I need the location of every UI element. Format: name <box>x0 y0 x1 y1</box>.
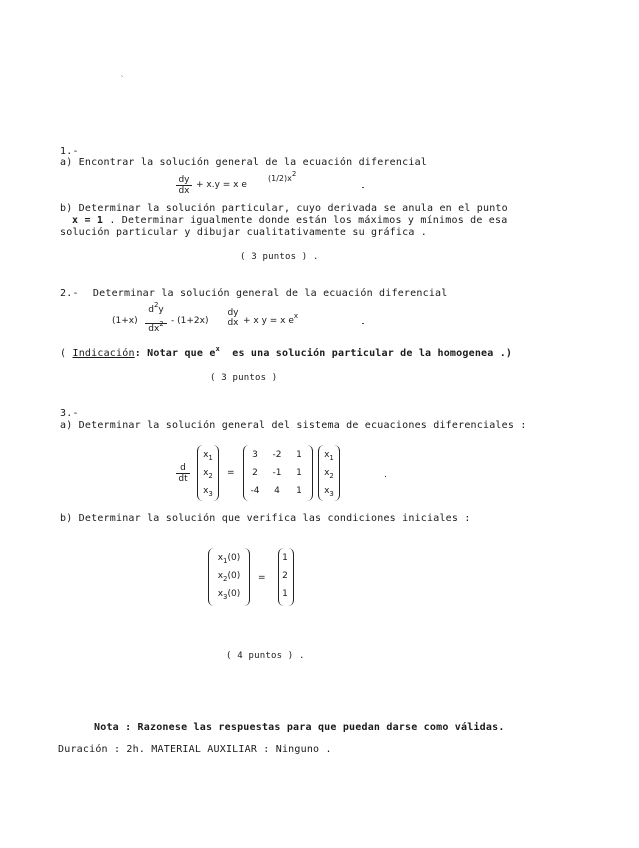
footer-note: Nota : Razonese las respuestas para que puedan darse como válidas. <box>94 722 505 733</box>
trailing-dot: . <box>384 470 387 480</box>
problem-1a-text: a) Encontrar la solución general de la ecuación diferencial <box>60 157 428 168</box>
var: x <box>324 486 330 496</box>
hint-open-paren: ( <box>60 348 67 359</box>
exponent: x <box>293 312 299 320</box>
problem-1b-line1: b) Determinar la solución particular, cuyo derivada se anula en el punto <box>60 203 508 214</box>
stray-mark: ` <box>120 75 126 84</box>
var: x <box>217 553 224 563</box>
problem-1-number: 1.- <box>60 146 79 157</box>
subscript: 1 <box>223 557 228 565</box>
problem-3-points: ( 4 puntos ) . <box>226 651 305 661</box>
point-value: x = 1 <box>72 215 104 226</box>
fraction-numerator: dy <box>227 308 239 318</box>
subscript: 1 <box>329 454 334 462</box>
matrix-cell: 4 <box>274 486 280 496</box>
fraction-denominator <box>145 320 167 334</box>
problem-2-number: 2.- <box>60 288 79 299</box>
problem-2-statement: Determinar la solución general de la ecuación diferencial <box>92 288 448 299</box>
problem-1-points: ( 3 puntos ) . <box>240 252 319 262</box>
fraction-denominator: dx <box>227 318 239 328</box>
var: x <box>203 486 209 496</box>
eq-right-side <box>243 312 299 327</box>
matrix-cell: 3 <box>252 450 258 460</box>
subscript: 3 <box>329 490 334 498</box>
problem-2-hint <box>60 345 513 360</box>
exponent-text: (1/2)x <box>268 174 292 183</box>
subscript: 1 <box>208 454 213 462</box>
matrix-cell: 1 <box>296 486 302 496</box>
matrix-cell: -1 <box>272 468 282 478</box>
problem-3b-text: b) Determinar la solución que verifica las condiciones iniciales : <box>60 513 471 524</box>
trailing-dot <box>362 187 364 188</box>
matrix-cell: 2 <box>252 468 258 478</box>
footer-duration: Duración : 2h. MATERIAL AUXILIAR : Ninguno . <box>58 744 332 755</box>
var: x <box>324 468 330 478</box>
d2y-dx2-fraction <box>145 301 167 334</box>
matrix-cell: -2 <box>272 450 282 460</box>
subscript: 2 <box>223 575 228 583</box>
dy-dx-fraction <box>226 308 240 328</box>
matrix-cell: 1 <box>296 450 302 460</box>
exponent-power: 2 <box>291 170 297 178</box>
dx-symbol: dx <box>148 324 160 334</box>
d-symbol: d <box>148 305 154 315</box>
x2-cell <box>320 468 338 479</box>
x3-cell <box>320 486 338 497</box>
power: 2 <box>153 301 159 309</box>
arg: (0) <box>227 571 241 581</box>
hint-exponent: x <box>215 345 220 353</box>
fraction-numerator <box>145 301 167 315</box>
equals-sign: = <box>227 468 235 478</box>
d-dt-fraction <box>176 463 190 484</box>
exponent <box>268 170 297 185</box>
x2-cell <box>199 468 217 479</box>
x1-cell <box>320 450 338 461</box>
initial-value: 1 <box>282 553 288 563</box>
var: x <box>203 450 209 460</box>
eq-coefficient-a: (1+x) <box>112 316 138 326</box>
problem-1b-line2-rest: . Determinar igualmente donde están los máximos y mínimos de esa <box>109 215 508 226</box>
problem-3a-text: a) Determinar la solución general del sistema de ecuaciones diferenciales : <box>60 420 527 431</box>
arg: (0) <box>227 553 241 563</box>
fraction-numerator: d <box>180 463 186 473</box>
equation-body: + x.y = x e <box>196 180 247 190</box>
var: x <box>203 468 209 478</box>
x1-cell <box>199 450 217 461</box>
x3-initial <box>210 589 248 600</box>
arg: (0) <box>227 589 241 599</box>
fraction-denominator: dx <box>176 185 192 196</box>
var: x <box>217 589 224 599</box>
subscript: 3 <box>208 490 213 498</box>
eq-rhs: + x y = x e <box>243 316 294 326</box>
matrix-cell: -4 <box>250 486 260 496</box>
subscript: 3 <box>223 593 228 601</box>
problem-2-text <box>60 288 447 300</box>
trailing-dot <box>362 323 364 324</box>
x3-cell <box>199 486 217 497</box>
initial-value: 1 <box>282 589 288 599</box>
subscript: 2 <box>329 472 334 480</box>
dy-dx-fraction <box>176 175 192 196</box>
fraction-denominator: dt <box>176 473 190 484</box>
problem-3-number: 3.- <box>60 408 79 419</box>
x1-initial <box>210 553 248 564</box>
hint-label: Indicación <box>72 348 135 359</box>
equals-sign: = <box>258 573 266 583</box>
problem-2-points: ( 3 puntos ) <box>210 373 278 383</box>
hint-rest: es una solución particular de la homogenea .) <box>232 348 513 359</box>
eq-coefficient-b: - (1+2x) <box>171 316 209 326</box>
matrix-cell: 1 <box>296 468 302 478</box>
hint-text: : Notar que e <box>134 348 216 359</box>
var: x <box>324 450 330 460</box>
x2-initial <box>210 571 248 582</box>
subscript: 2 <box>208 472 213 480</box>
fraction-numerator: dy <box>178 175 190 185</box>
var: x <box>217 571 224 581</box>
variable: y <box>158 305 164 315</box>
power: 2 <box>159 320 164 328</box>
problem-1b-line2 <box>60 215 507 227</box>
problem-1b-line3: solución particular y dibujar cualitativamente su gráfica . <box>60 227 428 238</box>
initial-value: 2 <box>282 571 288 581</box>
